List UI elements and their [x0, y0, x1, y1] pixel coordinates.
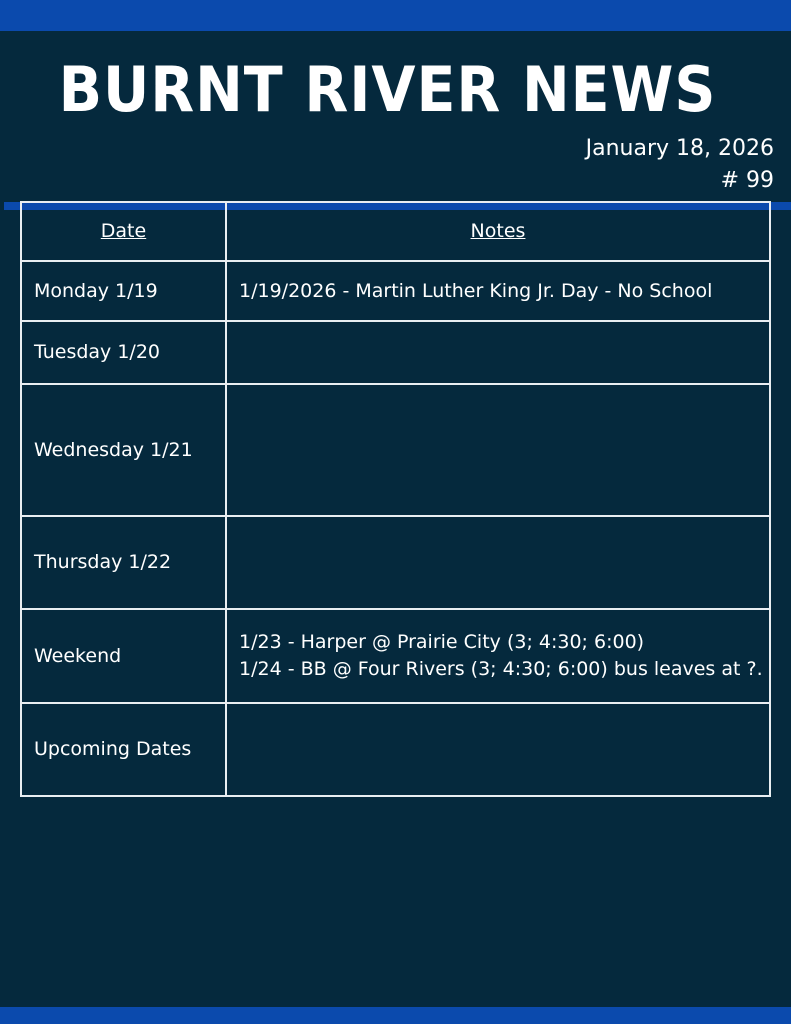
note-line: 1/24 - BB @ Four Rivers (3; 4:30; 6:00) bus leaves at ?. — [239, 658, 763, 680]
issue-number: # 99 — [720, 168, 774, 193]
notes-cell — [226, 516, 770, 609]
day-cell: Tuesday 1/20 — [21, 321, 226, 384]
table-row — [21, 609, 770, 703]
notes-cell — [226, 609, 770, 703]
newsletter-title: BURNT RIVER NEWS — [58, 53, 717, 126]
day-cell: Monday 1/19 — [21, 261, 226, 321]
notes-cell — [226, 321, 770, 384]
notes-cell — [226, 703, 770, 796]
column-header-date: Date — [21, 202, 226, 261]
table-row — [21, 703, 770, 796]
day-cell: Weekend — [21, 609, 226, 703]
top-accent-band — [0, 0, 791, 31]
day-cell: Wednesday 1/21 — [21, 384, 226, 516]
schedule-table — [20, 201, 771, 797]
day-cell: Upcoming Dates — [21, 703, 226, 796]
day-cell: Thursday 1/22 — [21, 516, 226, 609]
notes-cell — [226, 384, 770, 516]
table-row — [21, 261, 770, 321]
issue-date: January 18, 2026 — [585, 136, 774, 161]
note-line: 1/23 - Harper @ Prairie City (3; 4:30; 6:00) — [239, 631, 645, 653]
table-row — [21, 384, 770, 516]
notes-cell — [226, 261, 770, 321]
table-header-row — [21, 202, 770, 261]
bottom-accent-band — [0, 1007, 791, 1024]
table-row — [21, 516, 770, 609]
note-line: 1/19/2026 - Martin Luther King Jr. Day - No School — [239, 279, 713, 302]
table-row — [21, 321, 770, 384]
column-header-notes: Notes — [226, 202, 770, 261]
